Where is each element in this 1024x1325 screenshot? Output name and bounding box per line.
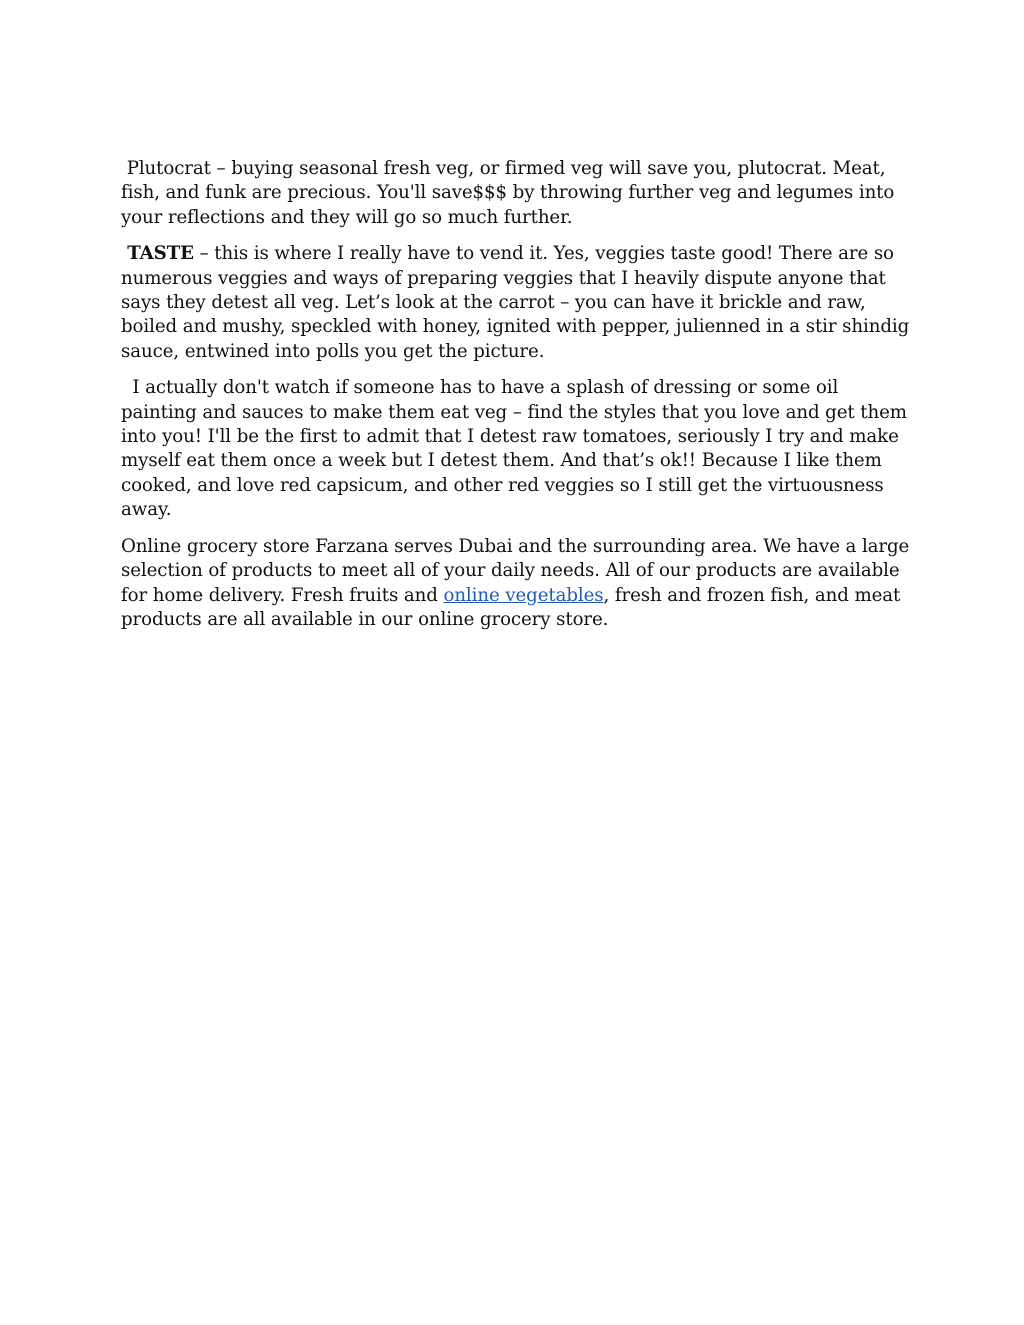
paragraph-text: Plutocrat – buying seasonal fresh veg, or firmed veg will save you, plutocrat. Meat, fish, and funk are precious. You'll save$$$ by throwing further veg and legumes into your reflections and they will go so much further. xyxy=(121,158,900,228)
paragraph-taste xyxy=(121,242,915,364)
paragraph-plutocrat xyxy=(121,157,911,230)
taste-heading: TASTE xyxy=(121,243,194,265)
paragraph-text-before-link: Online grocery store Farzana serves Dubai and the surrounding area. We have a large selection of products to meet all of your daily needs. All of our products are available for home delivery. Fresh fruits and xyxy=(121,535,915,606)
paragraph-text: – this is where I really have to vend it. Yes, veggies taste good! There are so numerous veggies and ways of preparing veggies that I heavily dispute anyone that says they detest all veg. Let’s look at the carrot – you can have it brickle and raw, boiled and mushy, speckled with honey, ignited with pepper, julienned in a stir shindig sauce, entwined into polls you get the picture. xyxy=(121,243,915,362)
online-vegetables-link[interactable]: online vegetables xyxy=(443,584,604,606)
paragraph-dressing xyxy=(121,376,911,522)
paragraph-text: I actually don't watch if someone has to have a splash of dressing or some oil painting and sauces to make them eat veg – find the styles that you love and get them into you! I'll be the first to admit that I detest raw tomatoes, seriously I try and make myself eat them once a week but I detest them. And that’s ok!! Because I like them cooked, and love red capsicum, and other red veggies so I still get the virtuousness away. xyxy=(121,377,913,521)
paragraph-text-after-link: , fresh and frozen fish, and meat products are all available in our online grocery store. xyxy=(121,584,906,630)
document-body xyxy=(121,157,915,644)
paragraph-farzana xyxy=(121,535,915,633)
